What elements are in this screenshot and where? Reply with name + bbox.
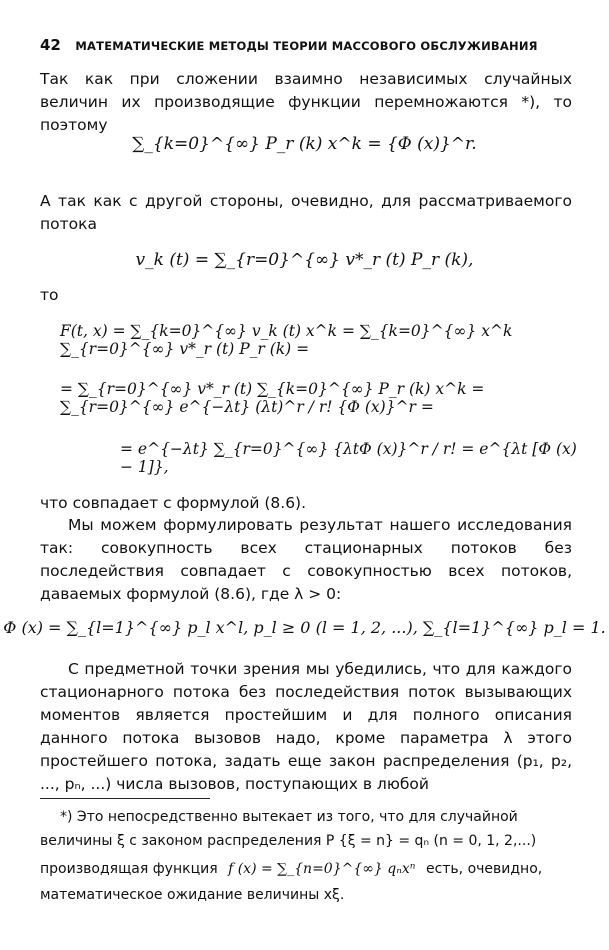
footnote-line-2: величины ξ с законом распределения P {ξ = n} = qₙ (n = 0, 1, 2,...) xyxy=(40,833,537,849)
footnote-text-pre: производящая функция xyxy=(40,861,218,877)
equation-3-line-1: F(t, x) = ∑_{k=0}^{∞} v_k (t) x^k = ∑_{k=0}^{∞} x^k ∑_{r=0}^{∞} v*_r (t) P_r (k) = xyxy=(60,322,513,358)
equation-3-line-2: = ∑_{r=0}^{∞} v*_r (t) ∑_{k=0}^{∞} P_r (k) x^k = ∑_{r=0}^{∞} e^{−λt} (λt)^r / r! {Φ (x)}^r = xyxy=(60,380,485,416)
paragraph-3: то xyxy=(40,286,59,304)
paragraph-4: что совпадает с формулой (8.6). xyxy=(40,494,307,512)
footnote-rule xyxy=(40,798,210,799)
footnote-text-post: есть, очевидно, математическое ожидание величины xξ. xyxy=(40,861,543,903)
footnote-line-3 xyxy=(40,856,572,908)
footnote-line-1: *) Это непосредственно вытекает из того, что для случайной xyxy=(60,809,518,825)
page-number: 42 xyxy=(40,36,61,54)
paragraph-6: С предметной точки зрения мы убедились, что для каждого стационарного потока без последействия поток вызывающих моментов является простейшим и для полного описания данного потока вызовов надо, кроме параметра λ этого простейшего потока, задать еще закон распределения (p₁, p₂, ..., pₙ, ...) числа вызовов, поступающих в любой xyxy=(40,660,572,793)
equation-1: ∑_{k=0}^{∞} P_r (k) x^k = {Φ (x)}^r. xyxy=(132,134,477,154)
equation-2: v_k (t) = ∑_{r=0}^{∞} v*_r (t) P_r (k), xyxy=(135,250,474,270)
running-title: МАТЕМАТИЧЕСКИЕ МЕТОДЫ ТЕОРИИ МАССОВОГО ОБСЛУЖИВАНИЯ xyxy=(75,39,538,53)
footnote-formula: f (x) = ∑_{n=0}^{∞} qₙxⁿ xyxy=(228,861,416,877)
paragraph-2: А так как с другой стороны, очевидно, для рассматриваемого потока xyxy=(40,192,572,233)
running-header xyxy=(40,36,580,54)
equation-4: Φ (x) = ∑_{l=1}^{∞} p_l x^l, p_l ≥ 0 (l = 1, 2, ...), ∑_{l=1}^{∞} p_l = 1. xyxy=(3,618,606,637)
equation-3-line-3: = e^{−λt} ∑_{r=0}^{∞} {λtΦ (x)}^r / r! = e^{λt [Φ (x) − 1]}, xyxy=(120,440,577,476)
paragraph-1: Так как при сложении взаимно независимых случайных величин их производящие функции перемножаются *), то поэтому xyxy=(40,70,572,134)
paragraph-5: Мы можем формулировать результат нашего исследования так: совокупность всех стационарных потоков без последействия совпадает с совокупностью всех потоков, даваемых формулой (8.6), где λ > 0: xyxy=(40,516,572,603)
